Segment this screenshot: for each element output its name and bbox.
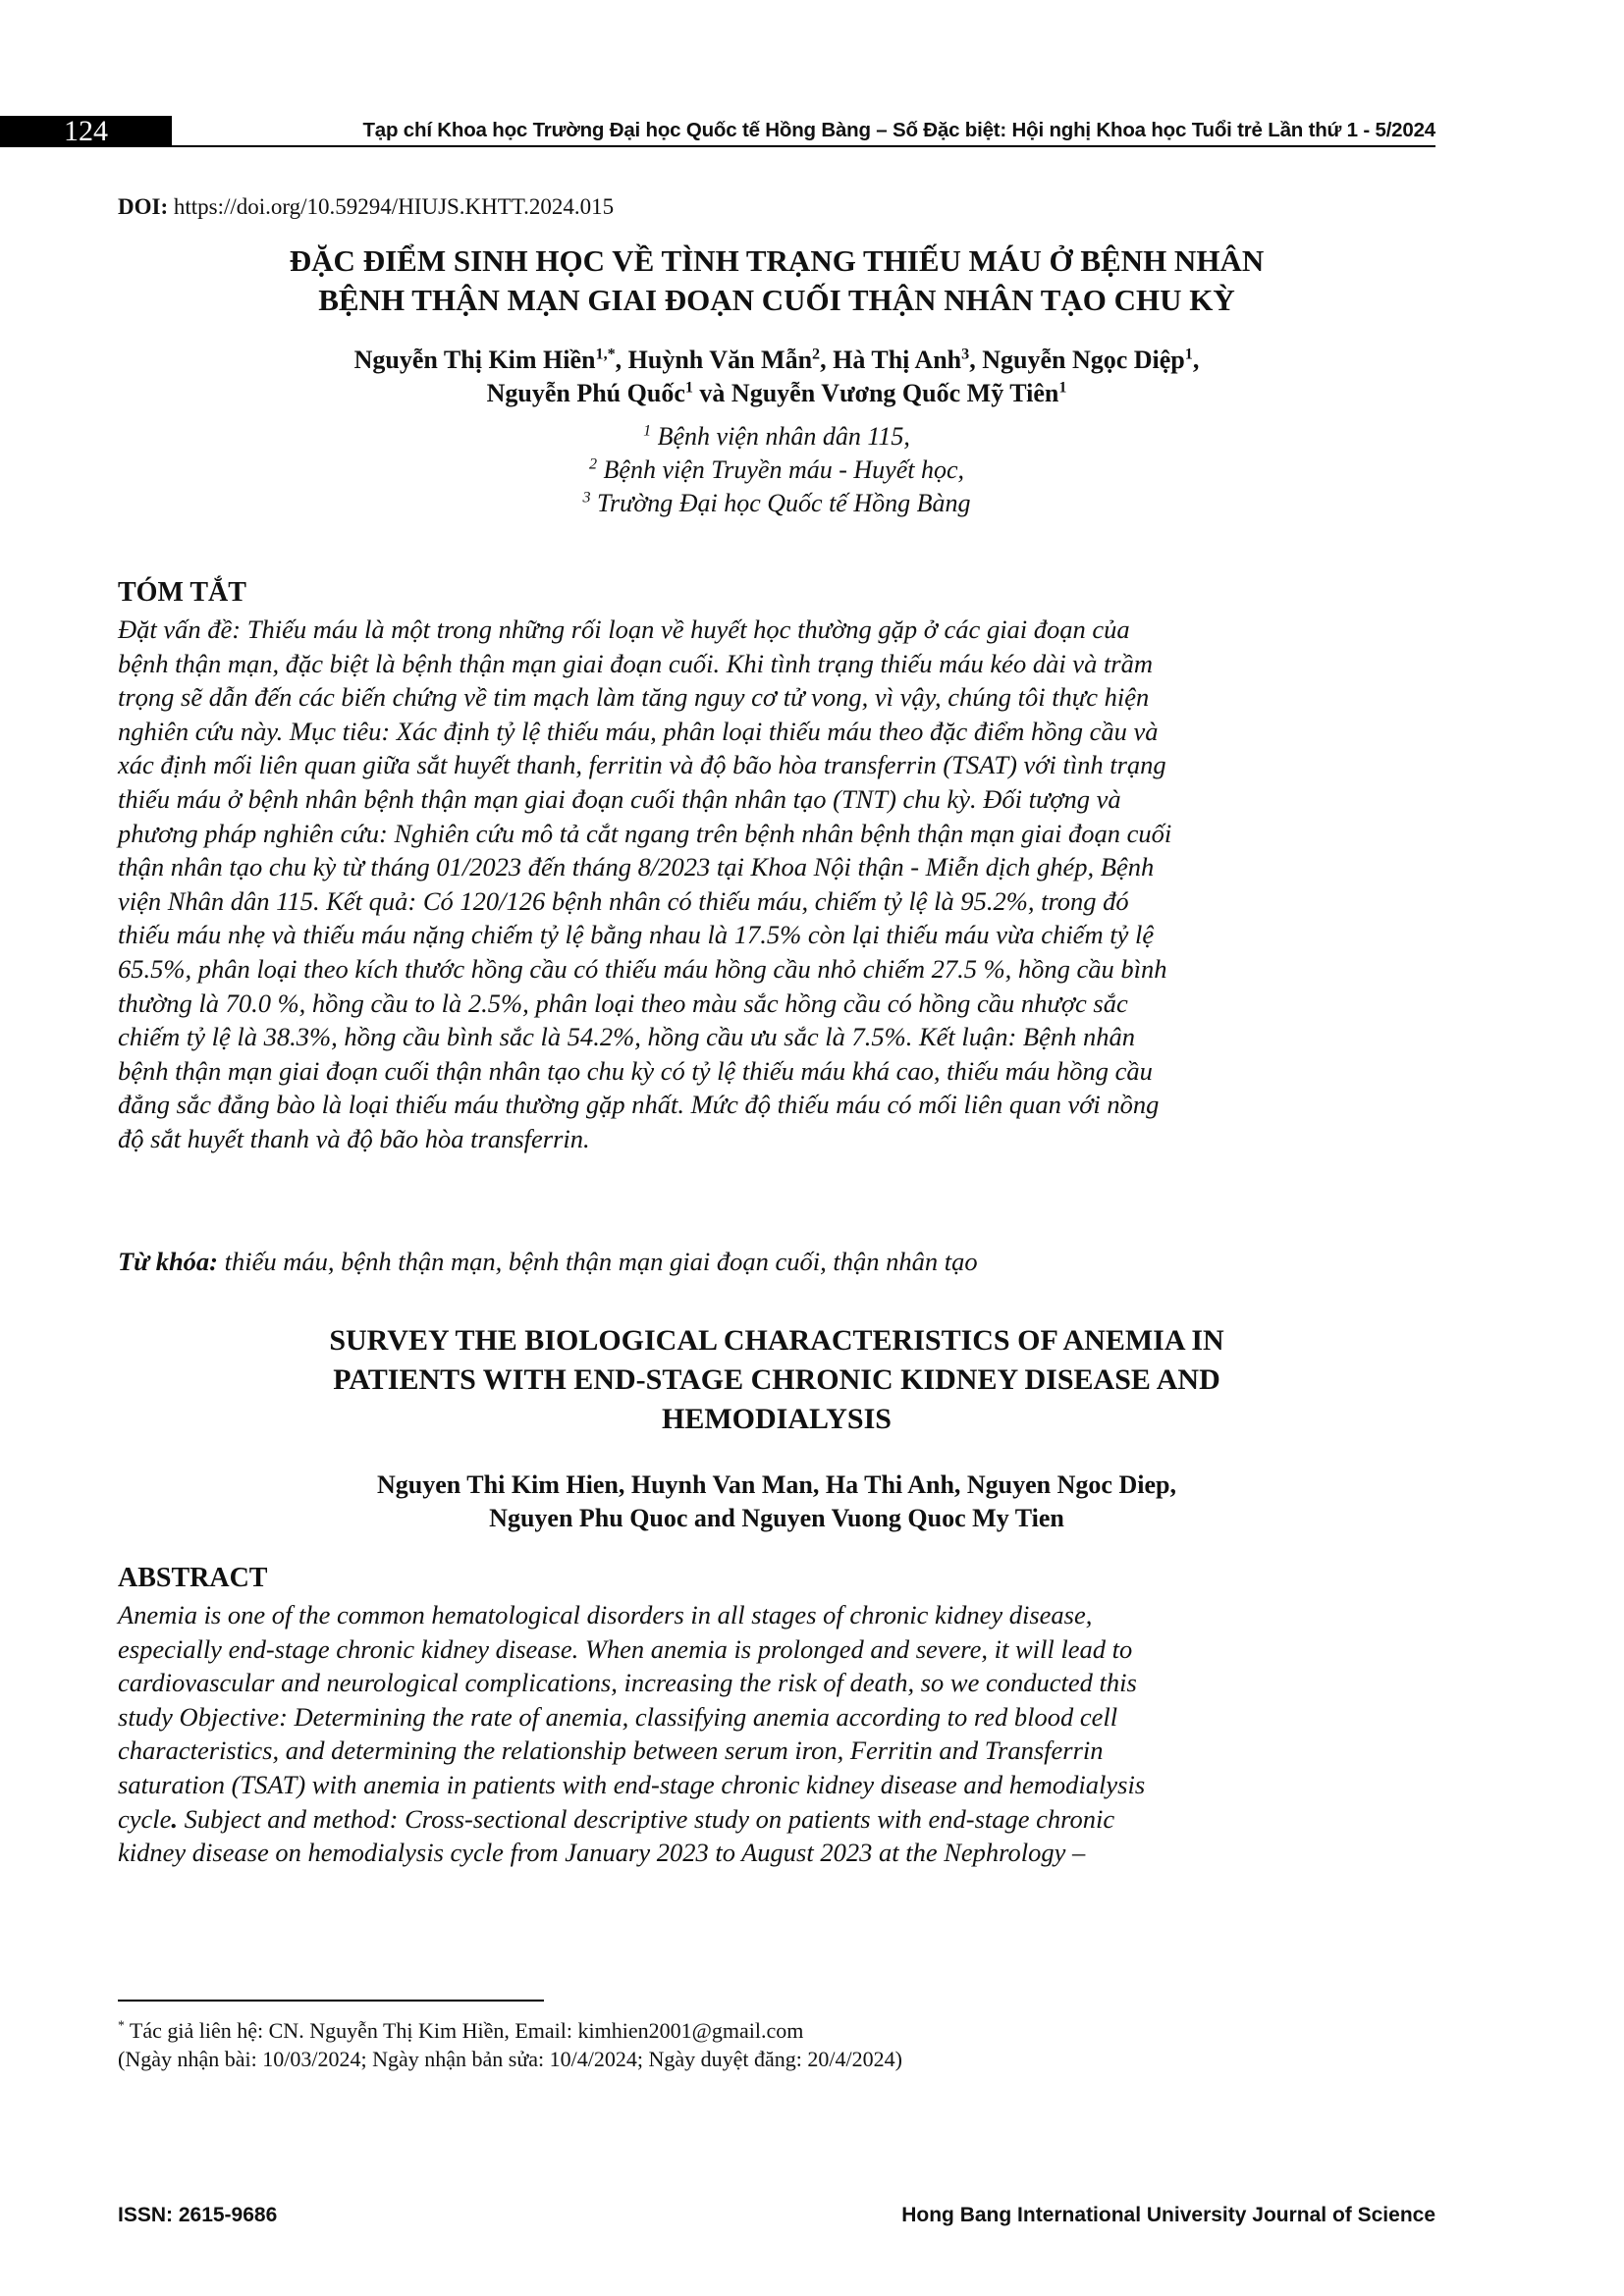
tomtat-line: phương pháp nghiên cứu: Nghiên cứu mô tả cắt ngang trên bệnh nhân bệnh thận mạn giai đoạn cuối [118,818,1172,848]
abstract-line: study Objective: Determining the rate of anemia, classifying anemia according to red blood cell [118,1701,1118,1732]
affiliation-3 [118,487,1435,520]
tomtat-line: thận nhân tạo chu kỳ từ tháng 01/2023 đến tháng 8/2023 tại Khoa Nội thận - Miễn dịch ghép, Bệnh [118,852,1155,882]
author-name: Nguyễn Ngọc Diệp [982,346,1185,374]
author-name: Hà Thị Anh [833,346,962,374]
affiliation-text: Bệnh viện Truyền máu - Huyết học, [597,455,965,484]
abstract-line: cardiovascular and neurological complications, increasing the risk of death, so we conducted this [118,1668,1137,1698]
authors-vietnamese [118,344,1435,410]
abstract-heading: ABSTRACT [118,1563,268,1593]
affiliation-text: Trường Đại học Quốc tế Hồng Bàng [590,489,971,517]
author-sep: , [969,346,983,374]
title-en-line3: HEMODIALYSIS [662,1403,892,1435]
authors-vn-line2 [118,377,1435,410]
author-sup: 1 [1058,379,1067,397]
author-name: Nguyễn Thị Kim Hiền [353,346,596,374]
keywords [118,1247,1435,1277]
title-en-line2: PATIENTS WITH END-STAGE CHRONIC KIDNEY DISEASE AND [333,1363,1220,1396]
authors-en-line1: Nguyen Thi Kim Hien, Huynh Van Man, Ha Thi Anh, Nguyen Ngoc Diep, [377,1470,1176,1499]
footer-journal: Hong Bang International University Journal of Science [901,2204,1435,2226]
tomtat-line: thiếu máu ở bệnh nhân bệnh thận mạn giai đoạn cuối thận nhân tạo (TNT) chu kỳ. Đối tượng và [118,783,1121,814]
abstract-bold-period: . [171,1803,179,1834]
tomtat-line: trọng sẽ dẫn đến các biến chứng về tim mạch làm tăng nguy cơ tử vong, vì vậy, chúng tôi thực hiện [118,682,1150,713]
tomtat-line: độ sắt huyết thanh và độ bão hòa transferrin. [118,1123,590,1153]
tomtat-line: thường là 70.0 %, hồng cầu to là 2.5%, phân loại theo màu sắc hồng cầu có hồng cầu nhược sắc [118,988,1128,1018]
author-sep: và [692,379,731,407]
affiliation-num: 1 [643,422,652,440]
tomtat-line: bệnh thận mạn giai đoạn cuối thận nhân tạo chu kỳ có tỷ lệ thiếu máu khá cao, thiếu máu hồng cầu [118,1055,1153,1086]
abstract-body [118,1598,1435,1870]
title-english [118,1321,1435,1439]
footnotes [118,2016,1435,2073]
doi-label: DOI: [118,194,169,219]
authors-vn-line1 [118,344,1435,377]
footnote-text: Tác giả liên hệ: CN. Nguyễn Thị Kim Hiền, Email: kimhien2001@gmail.com [124,2018,804,2043]
authors-english [118,1468,1435,1535]
doi-line [118,194,1435,220]
footnote-corresponding [118,2016,1435,2045]
author-name: Nguyễn Phú Quốc [486,379,685,407]
abstract-line: especially end-stage chronic kidney disease. When anemia is prolonged and severe, it will lead to [118,1633,1133,1664]
page-number: 124 [0,116,172,147]
tomtat-line: nghiên cứu này. Mục tiêu: Xác định tỷ lệ thiếu máu, phân loại thiếu máu theo đặc điểm hồng cầu và [118,716,1159,746]
journal-header: Tạp chí Khoa học Trường Đại học Quốc tế Hồng Bàng – Số Đặc biệt: Hội nghị Khoa học Tuổi trẻ Lần thứ 1 - 5/2024 [172,116,1435,147]
affiliation-num: 3 [582,489,591,507]
tomtat-line: xác định mối liên quan giữa sắt huyết thanh, ferritin và độ bão hòa transferrin (TSAT) với tình trạng [118,750,1166,780]
author-name: Nguyễn Vương Quốc Mỹ Tiên [731,379,1059,407]
abstract-fragment: Subject and method: Cross-sectional descriptive study on patients with end-stage chronic [178,1803,1115,1834]
tomtat-line: Đặt vấn đề: Thiếu máu là một trong những rối loạn về huyết học thường gặp ở các giai đoạn của [118,614,1130,644]
affiliation-text: Bệnh viện nhân dân 115, [651,422,910,451]
keywords-text: thiếu máu, bệnh thận mạn, bệnh thận mạn giai đoạn cuối, thận nhân tạo [218,1247,978,1276]
author-sep: , [820,346,834,374]
footnote-divider [118,2000,544,2002]
author-name: Huỳnh Văn Mẫn [627,346,813,374]
keywords-label: Từ khóa: [118,1247,219,1276]
authors-en-line2: Nguyen Phu Quoc and Nguyen Vuong Quoc My Tien [489,1504,1064,1532]
author-sup: 2 [812,346,821,363]
doi-link[interactable]: https://doi.org/10.59294/HIUJS.KHTT.2024.015 [173,194,615,219]
abstract-line: kidney disease on hemodialysis cycle from January 2023 to August 2023 at the Nephrology – [118,1838,1086,1868]
tomtat-heading: TÓM TẮT [118,577,246,608]
affiliation-2 [118,454,1435,487]
author-sup: 1 [1184,346,1193,363]
title-vn-line1: ĐẶC ĐIỂM SINH HỌC VỀ TÌNH TRẠNG THIẾU MÁU Ở BỆNH NHÂN [289,243,1265,278]
author-sup: 1 [684,379,693,397]
footnote-dates: (Ngày nhận bài: 10/03/2024; Ngày nhận bản sửa: 10/4/2024; Ngày duyệt đăng: 20/4/2024) [118,2047,902,2071]
tomtat-line: 65.5%, phân loại theo kích thước hồng cầu có thiếu máu hồng cầu nhỏ chiếm 27.5 %, hồng cầu bình [118,953,1167,984]
affiliations [118,420,1435,520]
tomtat-line: chiếm tỷ lệ là 38.3%, hồng cầu bình sắc là 54.2%, hồng cầu ưu sắc là 7.5%. Kết luận: Bệnh nhân [118,1022,1136,1052]
footer-issn: ISSN: 2615-9686 [118,2204,278,2226]
footnote-mark: * [118,2017,125,2033]
tomtat-body [118,613,1435,1156]
affiliation-num: 2 [588,455,598,473]
author-sup: 1,* [595,346,616,363]
tomtat-line: thiếu máu nhẹ và thiếu máu nặng chiếm tỷ lệ bằng nhau là 17.5% còn lại thiếu máu vừa chiếm tỷ lệ [118,920,1155,950]
author-sup: 3 [961,346,970,363]
tomtat-line: bệnh thận mạn, đặc biệt là bệnh thận mạn giai đoạn cuối. Khi tình trạng thiếu máu kéo dài và trầm [118,648,1154,678]
abstract-fragment: cycle [118,1803,172,1834]
author-sep: , [1192,346,1200,374]
tomtat-line: viện Nhân dân 115. Kết quả: Có 120/126 bệnh nhân có thiếu máu, chiếm tỷ lệ là 95.2%, trong đó [118,885,1129,916]
abstract-line: characteristics, and determining the relationship between serum iron, Ferritin and Transferrin [118,1735,1104,1766]
author-sep: , [615,346,628,374]
affiliation-1 [118,420,1435,454]
abstract-line: Anemia is one of the common hematological disorders in all stages of chronic kidney disease, [118,1600,1093,1629]
title-en-line1: SURVEY THE BIOLOGICAL CHARACTERISTICS OF ANEMIA IN [329,1324,1224,1357]
title-vn-line2: BỆNH THẬN MẠN GIAI ĐOẠN CUỐI THẬN NHÂN TẠO CHU KỲ [318,283,1235,317]
abstract-line [118,1802,1435,1837]
tomtat-line: đẳng sắc đẳng bào là loại thiếu máu thường gặp nhất. Mức độ thiếu máu có mối liên quan với nồng [118,1090,1160,1120]
title-vietnamese [118,241,1435,320]
abstract-line: saturation (TSAT) with anemia in patients with end-stage chronic kidney disease and hemodialysis [118,1769,1146,1799]
